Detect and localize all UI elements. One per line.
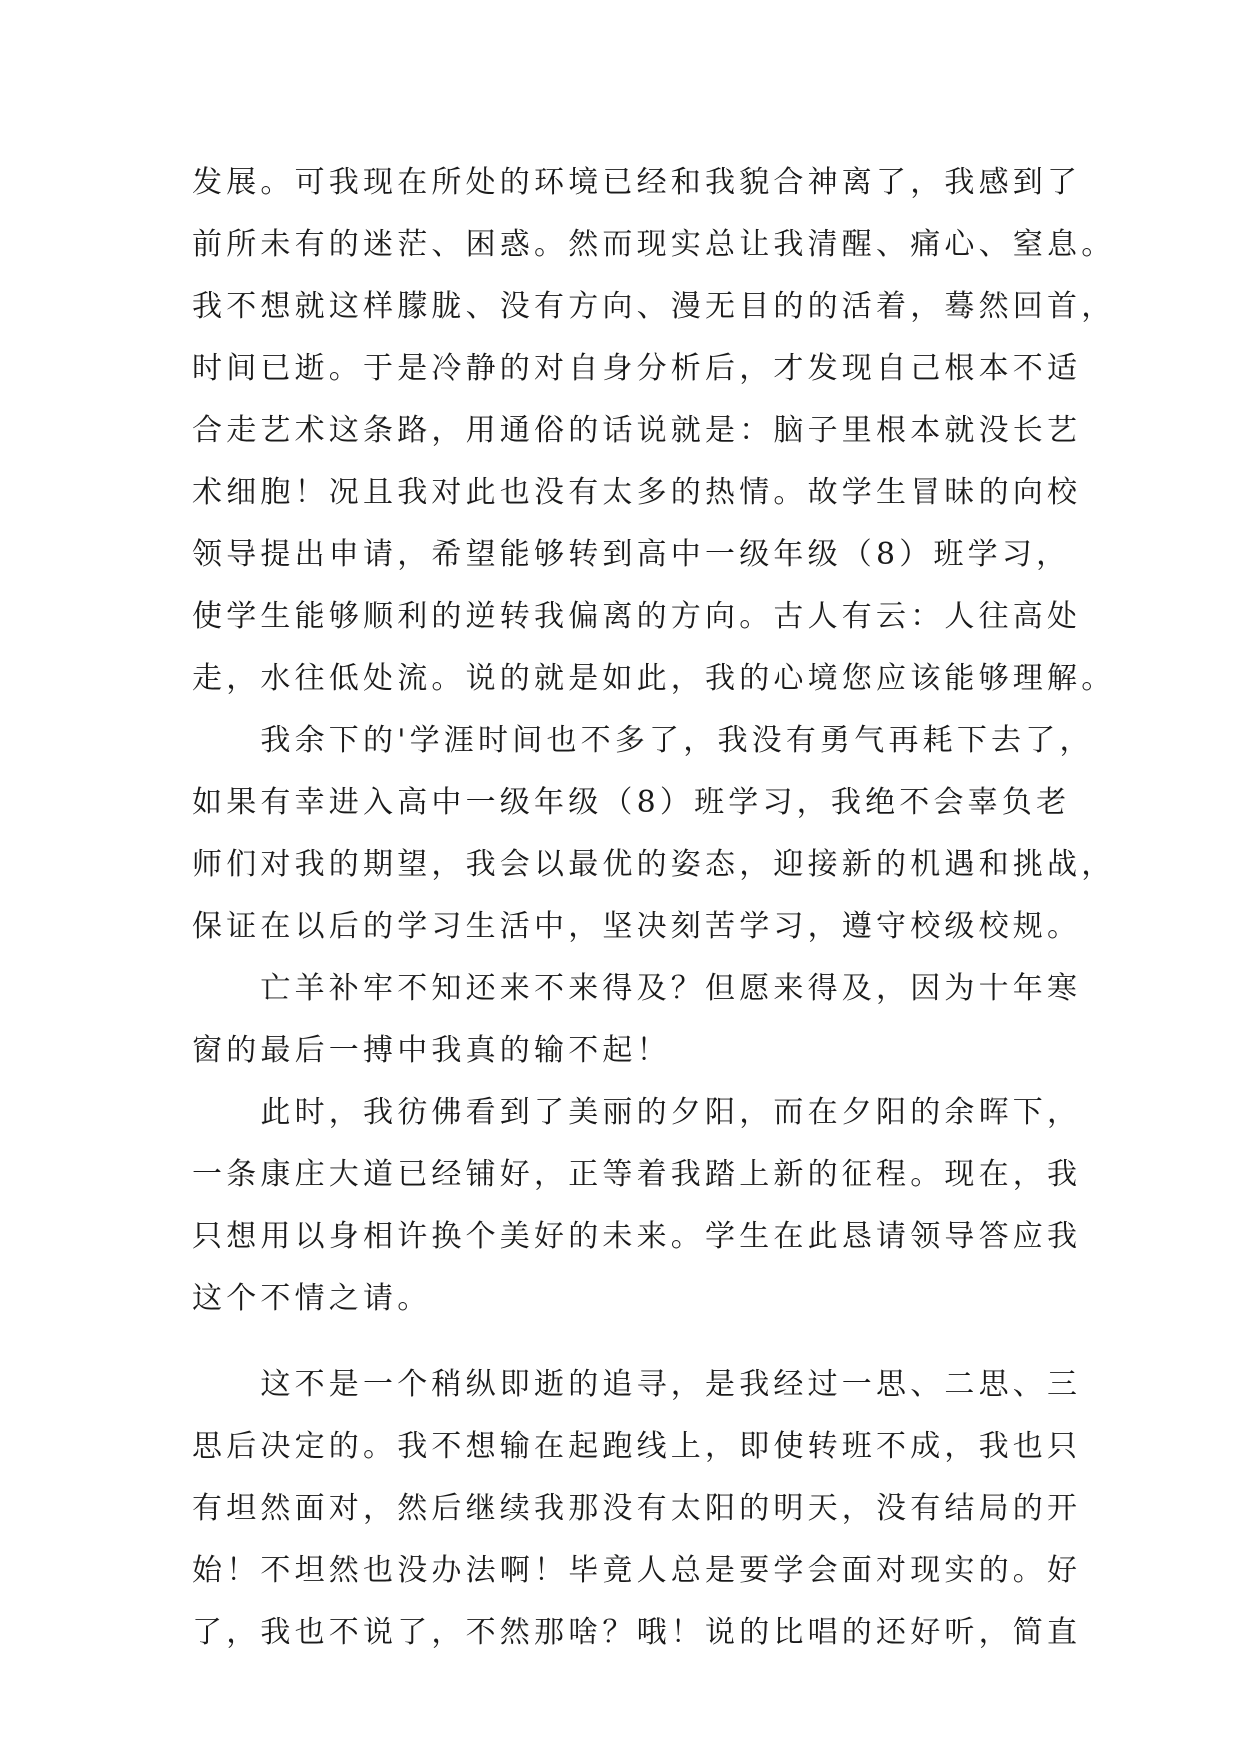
text-line: 了，我也不说了，不然那啥？哦！说的比唱的还好听，简直 <box>192 1615 1082 1650</box>
text-line: 这个不情之请。 <box>192 1281 432 1316</box>
text-line: 使学生能够顺利的逆转我偏离的方向。古人有云：人往高处 <box>192 599 1082 634</box>
text-line: 我余下的'学涯时间也不多了，我没有勇气再耗下去了， <box>192 723 1094 758</box>
text-line: 保证在以后的学习生活中，坚决刻苦学习，遵守校级校规。 <box>192 909 1082 944</box>
paragraph-gap <box>192 1330 1072 1354</box>
text-line: 有坦然面对，然后继续我那没有太阳的明天，没有结局的开 <box>192 1491 1082 1526</box>
text-line: 我不想就这样朦胧、没有方向、漫无目的的活着，蓦然回首， <box>192 289 1116 324</box>
text-line: 始！不坦然也没办法啊！毕竟人总是要学会面对现实的。好 <box>192 1553 1082 1588</box>
text-line: 走，水往低处流。说的就是如此，我的心境您应该能够理解。 <box>192 661 1116 696</box>
text-line: 这不是一个稍纵即逝的追寻，是我经过一思、二思、三 <box>192 1367 1082 1402</box>
text-line: 亡羊补牢不知还来不来得及？但愿来得及，因为十年寒 <box>192 971 1082 1006</box>
text-line: 时间已逝。于是冷静的对自身分析后，才发现自己根本不适 <box>192 351 1082 386</box>
text-line: 师们对我的期望，我会以最优的姿态，迎接新的机遇和挑战， <box>192 847 1116 882</box>
text-line: 一条康庄大道已经铺好，正等着我踏上新的征程。现在，我 <box>192 1157 1082 1192</box>
text-line: 只想用以身相许换个美好的未来。学生在此恳请领导答应我 <box>192 1219 1082 1254</box>
text-line: 窗的最后一搏中我真的输不起！ <box>192 1033 671 1068</box>
text-line: 思后决定的。我不想输在起跑线上，即使转班不成，我也只 <box>192 1429 1082 1464</box>
text-line: 发展。可我现在所处的环境已经和我貌合神离了，我感到了 <box>192 165 1082 200</box>
text-line: 领导提出申请，希望能够转到高中一级年级（8）班学习， <box>192 537 1071 572</box>
text-line: 合走艺术这条路，用通俗的话说就是：脑子里根本就没长艺 <box>192 413 1082 448</box>
text-line: 此时，我彷佛看到了美丽的夕阳，而在夕阳的余晖下， <box>192 1095 1082 1130</box>
text-line: 前所未有的迷茫、困惑。然而现实总让我清醒、痛心、窒息。 <box>192 227 1116 262</box>
text-line: 术细胞！况且我对此也没有太多的热情。故学生冒昧的向校 <box>192 475 1082 510</box>
text-line: 如果有幸进入高中一级年级（8）班学习，我绝不会辜负老 <box>192 785 1071 820</box>
body-text <box>192 152 1116 1664</box>
